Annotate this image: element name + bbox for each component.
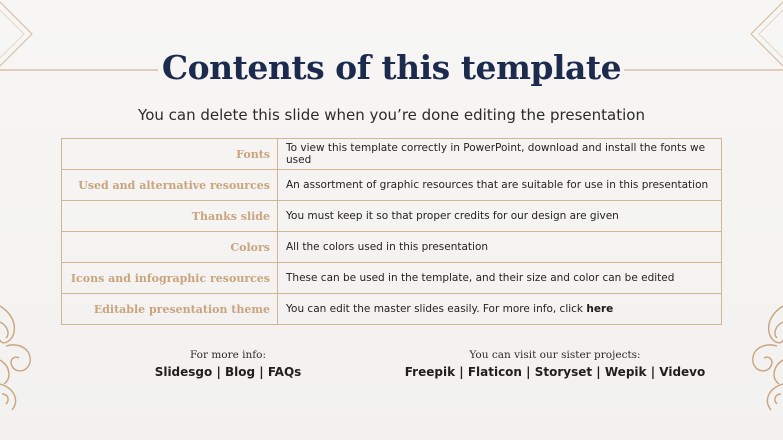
row-description-text: You can edit the master slides easily. For more info, click (286, 303, 587, 315)
link-freepik[interactable]: Freepik (404, 365, 456, 379)
row-description: All the colors used in this presentation (278, 232, 722, 263)
link-separator: | (212, 365, 226, 379)
contents-table (61, 138, 722, 325)
table-row (62, 232, 722, 263)
link-separator: | (592, 365, 605, 379)
link-separator: | (455, 365, 468, 379)
footer-info-caption: For more info: (189, 349, 267, 361)
footer-sister-projects (395, 348, 715, 381)
link-flaticon[interactable]: Flaticon (467, 365, 522, 379)
link-storyset[interactable]: Storyset (534, 365, 593, 379)
link-separator: | (521, 365, 535, 379)
link-separator: | (646, 365, 660, 379)
link-separator: | (255, 365, 268, 379)
link-slidesgo[interactable]: Slidesgo (154, 365, 213, 379)
page-subtitle: You can delete this slide when you’re done editing the presentation (138, 106, 645, 124)
table-row (62, 201, 722, 232)
link-blog[interactable]: Blog (225, 365, 256, 379)
row-label: Fonts (62, 139, 278, 170)
row-description: To view this template correctly in PowerPoint, download and install the fonts we used (278, 139, 722, 170)
table-row (62, 170, 722, 201)
footer-sister-links (395, 363, 715, 381)
table-row (62, 139, 722, 170)
row-label: Thanks slide (62, 201, 278, 232)
ornament-flourish-left-icon (0, 306, 30, 410)
here-link[interactable]: here (586, 303, 614, 315)
row-description: You must keep it so that proper credits for our design are given (278, 201, 722, 232)
row-label: Used and alternative resources (62, 170, 278, 201)
table-row (62, 263, 722, 294)
row-label: Icons and infographic resources (62, 263, 278, 294)
link-wepik[interactable]: Wepik (604, 365, 647, 379)
link-faqs[interactable]: FAQs (267, 365, 302, 379)
row-description: An assortment of graphic resources that are suitable for use in this presentation (278, 170, 722, 201)
footer-info-links (68, 363, 388, 381)
footer-info (68, 348, 388, 381)
ornament-flourish-right-icon (753, 306, 783, 410)
row-description (278, 294, 722, 325)
table-row (62, 294, 722, 325)
row-label: Editable presentation theme (62, 294, 278, 325)
row-description: These can be used in the template, and their size and color can be edited (278, 263, 722, 294)
page-title: Contents of this template (161, 48, 622, 87)
row-label: Colors (62, 232, 278, 263)
footer-sister-caption: You can visit our sister projects: (469, 349, 641, 361)
link-videvo[interactable]: Videvo (659, 365, 706, 379)
